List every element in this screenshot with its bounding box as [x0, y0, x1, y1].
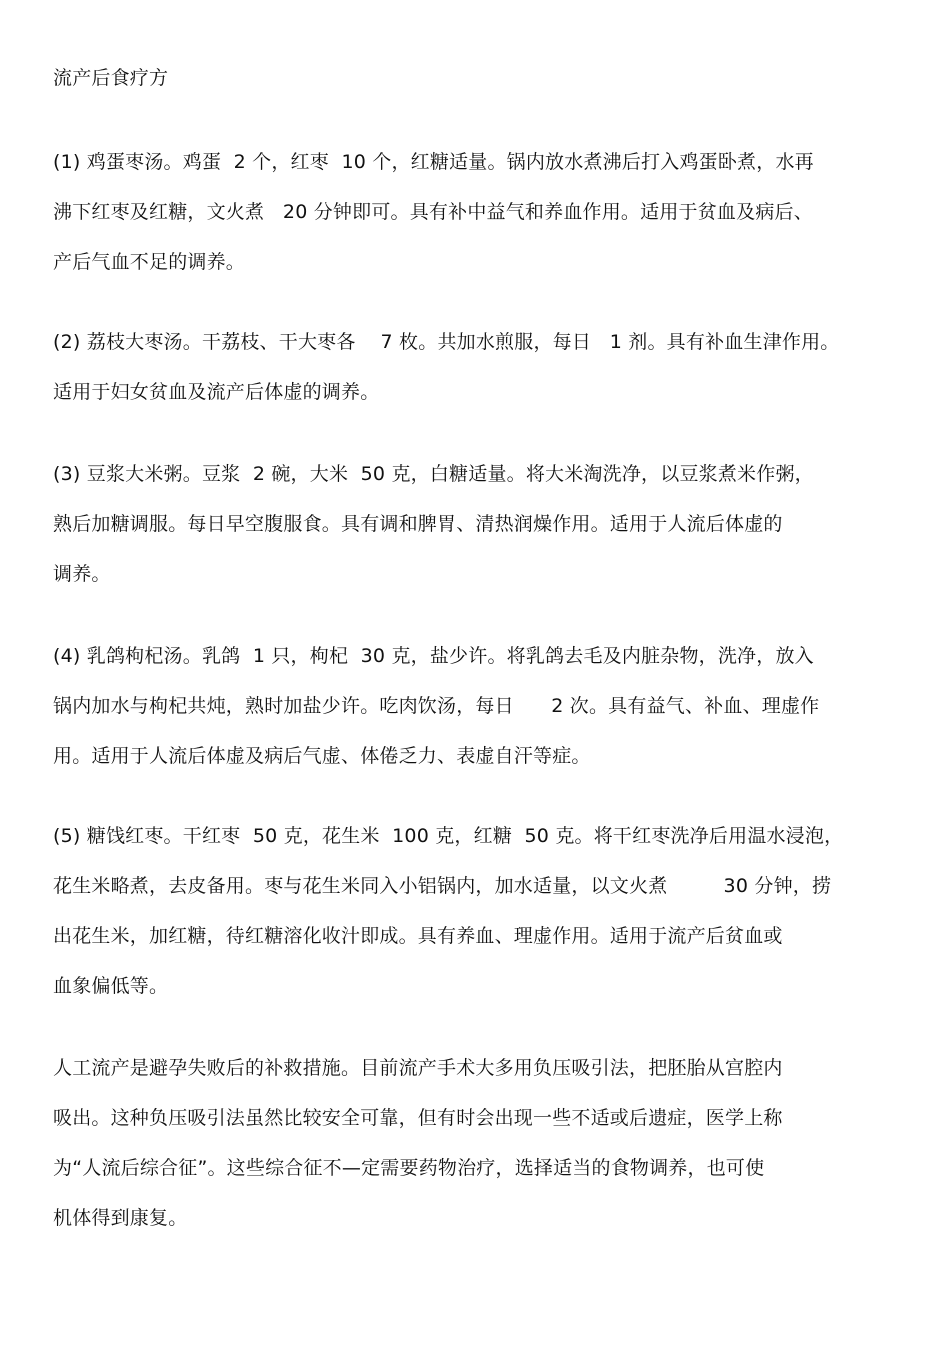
recipe-3-line-2: 熟后加糖调服。每日早空腹服食。具有调和脾胃、清热润燥作用。适用于人流后体虚的 — [53, 513, 783, 535]
recipe-4-line-3: 用。适用于人流后体虚及病后气虚、体倦乏力、表虚自汗等症。 — [53, 745, 591, 767]
recipe-2-line-1: (2) 荔枝大枣汤。干荔枝、干大枣各 7 枚。共加水煎服，每日 1 剂。具有补血生津作用。 — [53, 331, 840, 353]
recipe-5-line-2: 花生米略煮，去皮备用。枣与花生米同入小铝锅内，加水适量，以文火煮 30 分钟，捞 — [53, 875, 832, 897]
document-title: 流产后食疗方 — [53, 67, 169, 89]
recipe-4-line-1: (4) 乳鸽枸杞汤。乳鸽 1 只，枸杞 30 克，盐少许。将乳鸽去毛及内脏杂物，洗净，放入 — [53, 645, 814, 667]
recipe-3-line-1: (3) 豆浆大米粥。豆浆 2 碗，大米 50 克，白糖适量。将大米淘洗净，以豆浆煮米作粥， — [53, 463, 814, 485]
recipe-1-line-2: 沸下红枣及红糖，文火煮 20 分钟即可。具有补中益气和养血作用。适用于贫血及病后、 — [53, 201, 813, 223]
recipe-5-line-1: (5) 糖饯红枣。干红枣 50 克，花生米 100 克，红糖 50 克。将干红枣洗净后用温水浸泡， — [53, 825, 844, 847]
recipe-4-line-2: 锅内加水与枸杞共炖，熟时加盐少许。吃肉饮汤，每日 2 次。具有益气、补血、理虚作 — [53, 695, 820, 717]
closing-line-1: 人工流产是避孕失败后的补救措施。目前流产手术大多用负压吸引法，把胚胎从宫腔内 — [53, 1057, 783, 1079]
closing-line-3: 为“人流后综合征”。这些综合征不—定需要药物治疗，选择适当的食物调养，也可使 — [53, 1157, 765, 1179]
closing-line-2: 吸出。这种负压吸引法虽然比较安全可靠，但有时会出现一些不适或后遗症，医学上称 — [53, 1107, 783, 1129]
recipe-1-line-1: (1) 鸡蛋枣汤。鸡蛋 2 个，红枣 10 个，红糖适量。锅内放水煮沸后打入鸡蛋卧煮，水再 — [53, 151, 814, 173]
recipe-1-line-3: 产后气血不足的调养。 — [53, 251, 246, 273]
recipe-5-line-4: 血象偏低等。 — [53, 975, 169, 997]
recipe-5-line-3: 出花生米，加红糖，待红糖溶化收汁即成。具有养血、理虚作用。适用于流产后贫血或 — [53, 925, 783, 947]
recipe-3-line-3: 调养。 — [53, 563, 111, 585]
recipe-2-line-2: 适用于妇女贫血及流产后体虚的调养。 — [53, 381, 380, 403]
closing-line-4: 机体得到康复。 — [53, 1207, 188, 1229]
